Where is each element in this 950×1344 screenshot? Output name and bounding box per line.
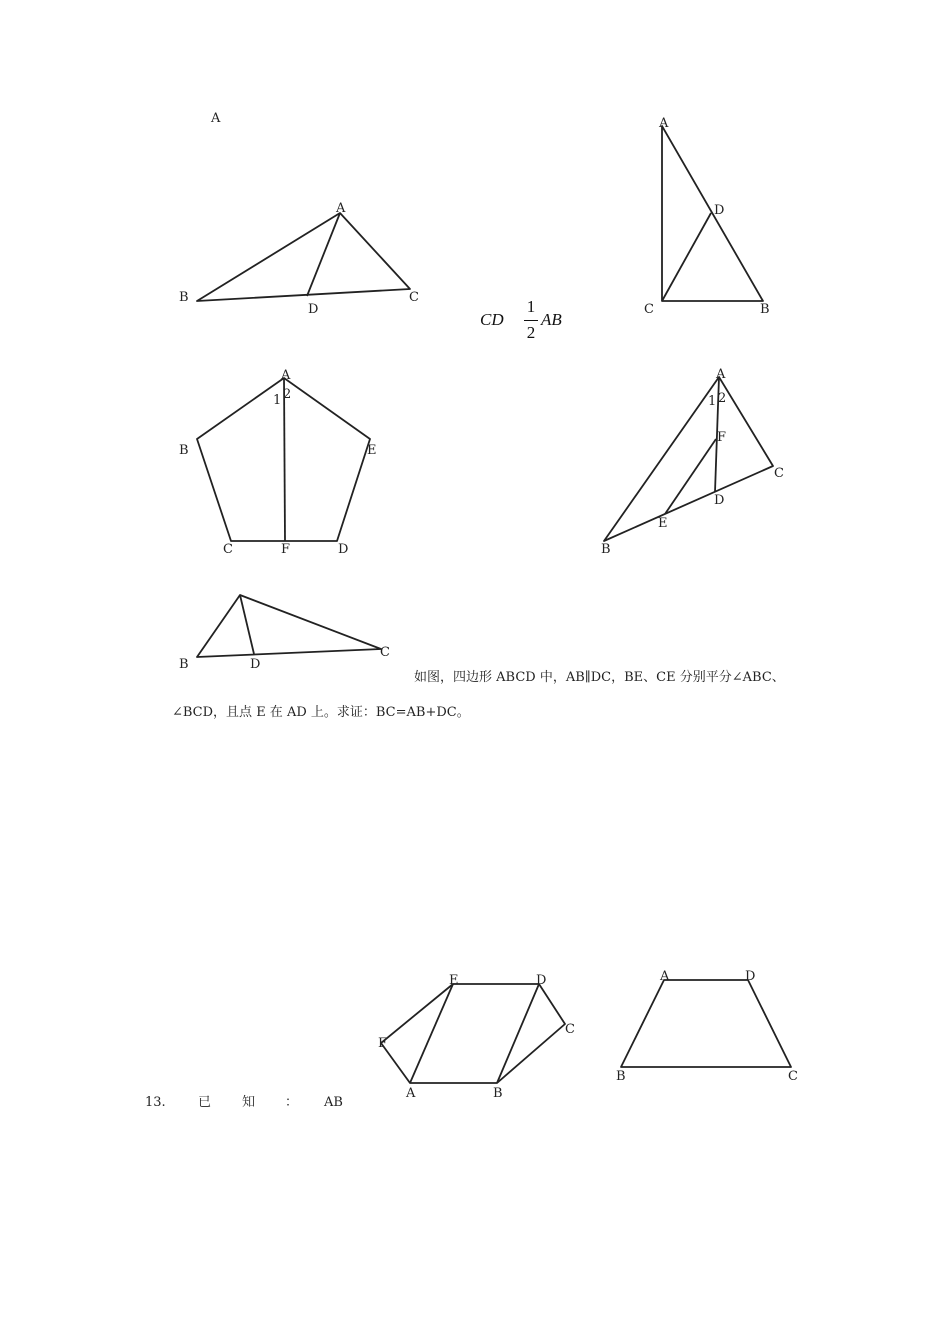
fig4-label-f: F: [717, 430, 727, 445]
fig3-label-e: E: [367, 443, 377, 458]
fig7-label-c: C: [788, 1069, 798, 1084]
fig6-label-f: F: [378, 1036, 388, 1051]
fig7-label-a: A: [660, 969, 670, 984]
formula-numerator: 1: [526, 297, 536, 316]
fig2-label-a: A: [659, 116, 669, 131]
fig6-label-d: D: [536, 973, 547, 988]
fig4-label-b: B: [601, 542, 611, 557]
fig1-triangle: [197, 213, 410, 301]
figure-triangle-abc-median: [179, 201, 419, 317]
fig2-label-b: B: [760, 302, 770, 317]
fig3-label-d: D: [338, 542, 349, 557]
q13-char-2: 知: [242, 1095, 256, 1110]
formula-fraction-bar: [524, 320, 538, 321]
fig4-angle-2: 2: [718, 391, 727, 406]
fig6-label-b: B: [493, 1086, 503, 1101]
formula-denominator: 2: [526, 323, 536, 342]
fig5-triangle: [197, 595, 381, 657]
figure-small-triangle: [179, 595, 390, 672]
fig6-hexagon: [381, 984, 565, 1083]
fig6-label-e: E: [449, 973, 459, 988]
fig5-segment: [240, 595, 254, 654]
q13-char-4: AB: [324, 1095, 343, 1110]
fig4-label-a: A: [716, 367, 726, 382]
figure-triangle-bisector: [601, 367, 784, 557]
q13-number: 13.: [145, 1095, 166, 1110]
fig5-label-d: D: [250, 657, 261, 672]
fig3-label-b: B: [179, 443, 189, 458]
fig3-angle-1: 1: [273, 393, 282, 408]
fig2-label-d: D: [714, 203, 725, 218]
fig1-label-a: A: [336, 201, 346, 216]
fig4-triangle: [604, 377, 773, 541]
fig4-label-c: C: [774, 466, 784, 481]
fig3-label-a: A: [281, 368, 291, 383]
fig6-label-c: C: [565, 1022, 575, 1037]
fig3-segment-af: [284, 378, 285, 541]
fig7-label-b: B: [616, 1069, 626, 1084]
fig4-angle-1: 1: [708, 394, 717, 409]
fig3-label-c: C: [223, 542, 233, 557]
q13-char-1: 已: [198, 1095, 212, 1110]
problem-text-line-1: 如图，四边形 ABCD 中，AB∥DC，BE、CE 分别平分∠ABC、: [414, 670, 785, 685]
fig1-segment-ad: [307, 213, 340, 296]
figure-right-triangle: [644, 116, 770, 317]
fig6-label-a: A: [406, 1086, 416, 1101]
fig7-trapezoid: [621, 980, 791, 1067]
figure-hexagon: [378, 973, 575, 1101]
fig3-angle-2: 2: [283, 387, 292, 402]
fig4-label-e: E: [658, 516, 668, 531]
fig7-label-d: D: [745, 969, 756, 984]
problem-text-line-2: ∠BCD，且点 E 在 AD 上。求证：BC=AB+DC。: [172, 705, 470, 720]
fig2-segment-cd: [662, 213, 711, 301]
formula-lhs: CD: [480, 310, 504, 329]
figure-pentagon: [179, 368, 377, 557]
fig5-label-c: C: [380, 645, 390, 660]
fig4-label-d: D: [714, 493, 725, 508]
stray-label-a: A: [211, 111, 221, 126]
fig2-label-c: C: [644, 302, 654, 317]
fig6-segment-ae: [410, 984, 453, 1083]
fig5-label-b: B: [179, 657, 189, 672]
q13-char-3: ：: [285, 1095, 299, 1110]
formula-rhs: AB: [541, 310, 562, 329]
fig1-label-d: D: [308, 302, 319, 317]
fig1-label-b: B: [179, 290, 189, 305]
figure-trapezoid: [616, 969, 798, 1084]
fig1-label-c: C: [409, 290, 419, 305]
fig6-segment-bd: [497, 984, 539, 1083]
fig3-label-f: F: [281, 542, 291, 557]
